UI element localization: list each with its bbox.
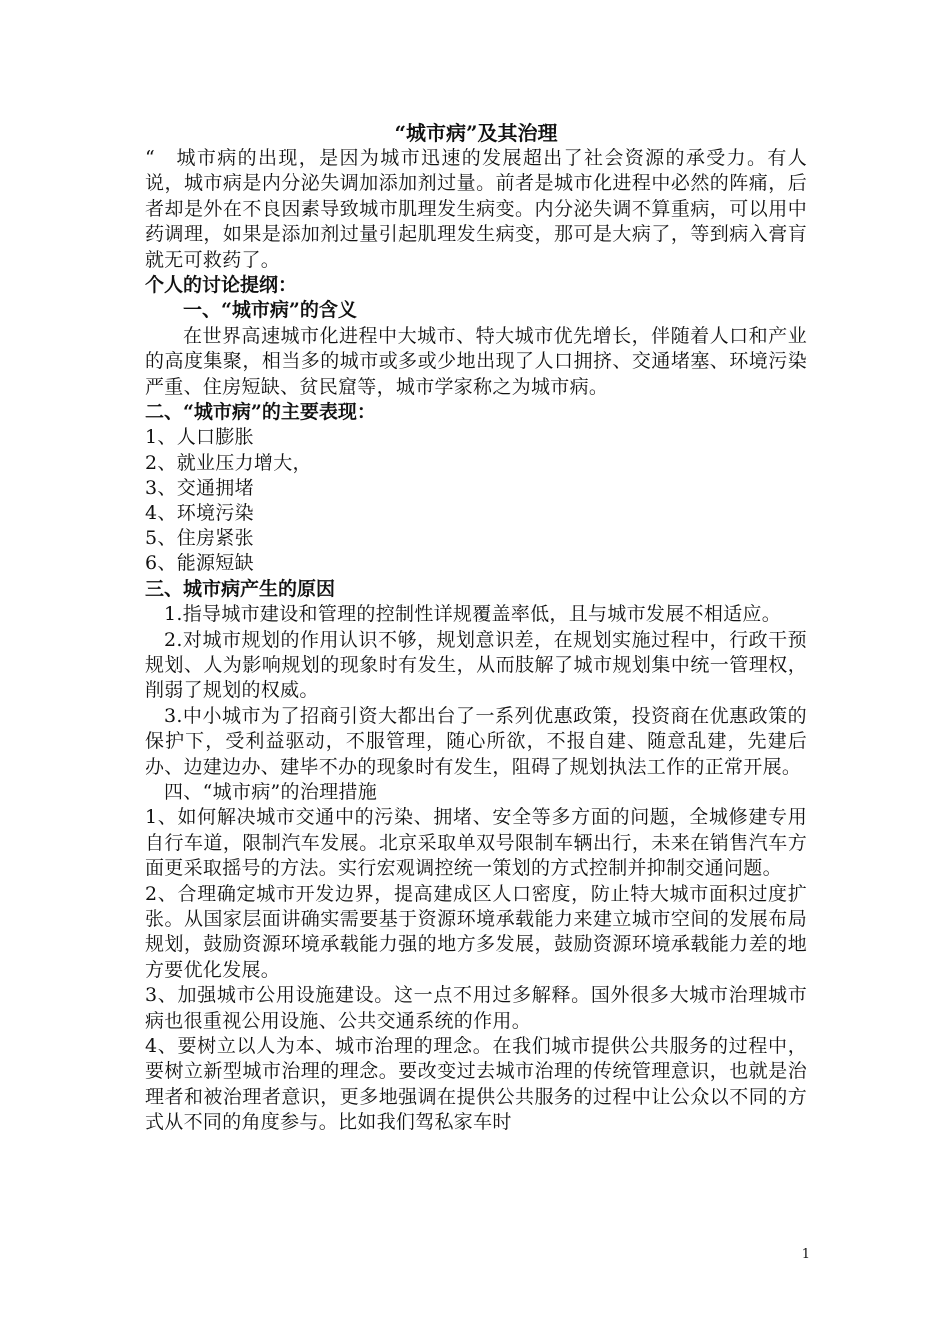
intro-paragraph: “ 城市病的出现，是因为城市迅速的发展超出了社会资源的承受力。有人说，城市病是内分泌失调加添加剂过量。前者是城市化进程中必然的阵痛，后者却是外在不良因素导致城市肌理发生病变。内分泌失调不算重病，可以用中药调理，如果是添加剂过量引起肌理发生病变，那可是大病了，等到病入膏肓就无可救药了。 [145, 147, 807, 271]
section2-heading: 二、“城市病”的主要表现： [145, 401, 376, 424]
list-item: 2、就业压力增大， [145, 451, 312, 474]
page-number: 1 [801, 1247, 810, 1262]
list-item: 5、住房紧张 [145, 527, 254, 550]
list-item: 6、能源短缺 [145, 552, 254, 575]
section4-heading: 四、“城市病”的治理措施 [164, 780, 378, 803]
measure-paragraph: 4、要树立以人为本、城市治理的理念。在我们城市提供公共服务的过程中，要树立新型城市治理的理念。要改变过去城市治理的传统管理意识，也就是治理者和被治理者意识，更多地强调在提供公共服务的过程中让公众以不同的方式从不同的角度参与。比如我们驾私家车时 [145, 1035, 807, 1134]
measure-paragraph: 3、加强城市公用设施建设。这一点不用过多解释。国外很多大城市治理城市病也很重视公用设施、公共交通系统的作用。 [145, 984, 807, 1032]
outline-heading: 个人的讨论提纲： [145, 274, 298, 297]
document-title: “城市病”及其治理 [394, 121, 558, 145]
list-item: 1、人口膨胀 [145, 426, 254, 449]
cause-paragraph: 3.中小城市为了招商引资大都出台了一系列优惠政策，投资商在优惠政策的保护下，受利益驱动，不服管理，随心所欲，不报自建、随意乱建，先建后办、边建边办、建毕不办的现象时有发生，阻碍了规划执法工作的正常开展。 [145, 704, 807, 778]
measure-paragraph: 1、如何解决城市交通中的污染、拥堵、安全等多方面的问题，全城修建专用自行车道，限制汽车发展。北京采取单双号限制车辆出行，未来在销售汽车方面更采取摇号的方法。实行宏观调控统一策划的方式控制并抑制交通问题。 [145, 806, 807, 880]
section1-heading: 一、“城市病”的含义 [183, 299, 357, 322]
cause-paragraph: 1.指导城市建设和管理的控制性详规覆盖率低，且与城市发展不相适应。 [164, 603, 782, 626]
section3-heading: 三、城市病产生的原因 [145, 577, 336, 600]
document-page [145, 120, 807, 1136]
list-item: 4、环境污染 [145, 502, 254, 525]
section1-body: 在世界高速城市化进程中大城市、特大城市优先增长，伴随着人口和产业的高度集聚，相当多的城市或多或少地出现了人口拥挤、交通堵塞、环境污染严重、住房短缺、贫民窟等，城市学家称之为城市病。 [145, 324, 807, 398]
symptom-list [145, 425, 807, 576]
measure-paragraph: 2、合理确定城市开发边界，提高建成区人口密度，防止特大城市面积过度扩张。从国家层面讲确实需要基于资源环境承载能力来建立城市空间的发展布局规划，鼓励资源环境承载能力强的地方多发展，鼓励资源环境承载能力差的地方要优化发展。 [145, 882, 807, 981]
list-item: 3、交通拥堵 [145, 476, 254, 499]
cause-paragraph: 2.对城市规划的作用认识不够，规划意识差，在规划实施过程中，行政干预规划、人为影响规划的现象时有发生，从而肢解了城市规划集中统一管理权，削弱了规划的权威。 [145, 628, 807, 702]
